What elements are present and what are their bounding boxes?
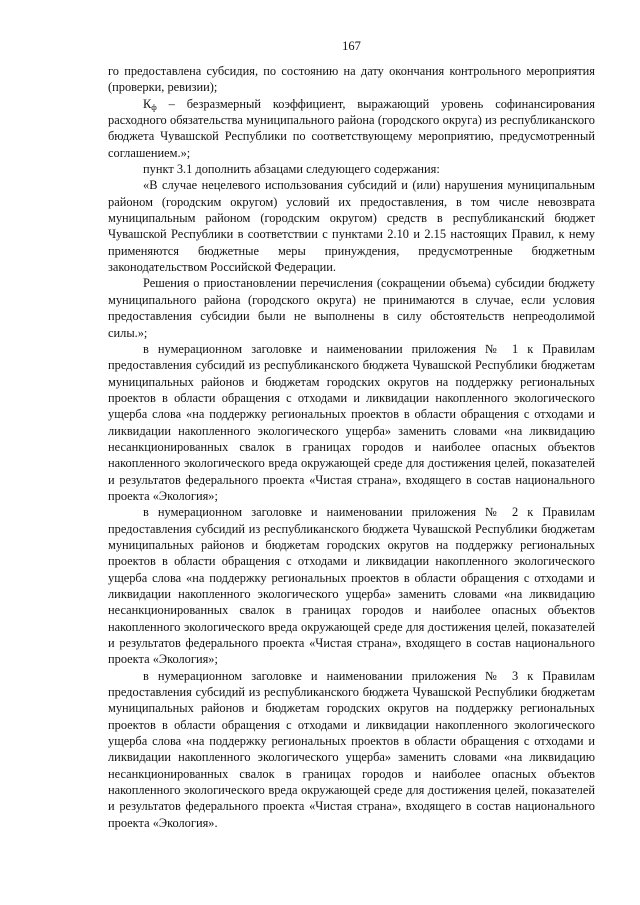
page-number: 167	[342, 39, 361, 53]
coefficient-symbol: $К_ф$	[143, 96, 157, 112]
paragraph-continuation: го предоставлена субсидия, по состоянию на дату окончания контрольного мероприятия (проверки, ревизии);	[108, 64, 595, 95]
document-page	[108, 38, 595, 831]
paragraph-misuse-of-subsidies: «В случае нецелевого использования субсидий и (или) нарушения муниципальным районом (городским округом) условий их предоставления, в том числе невозврата муниципальным районом (городским округом) средств в республиканский бюджет Чувашской Республики в соответствии с пунктами 2.10 и 2.15 настоящих Правил, к нему применяются бюджетные меры принуждения, предусмотренные бюджетным законодательством Российской Федерации.	[108, 178, 595, 275]
paragraph-appendix-3: в нумерационном заголовке и наименовании приложения № 3 к Правилам предоставления субсидий из республиканского бюджета Чувашской Республики бюджетам муниципальных районов и бюджетам городских округов на поддержку региональных проектов в области обращения с отходами и ликвидации накопленного экологического ущерба слова «на поддержку региональных проектов в области обращения с отходами и ликвидации накопленного экологического ущерба» заменить словами «на ликвидацию несанкционированных свалок в границах городов и наиболее опасных объектов накопленного экологического вреда окружающей среде для достижения целей, показателей и результатов федерального проекта «Чистая страна», входящего в состав национального проекта «Экология».	[108, 668, 595, 830]
paragraph-point-3-1: пункт 3.1 дополнить абзацами следующего содержания:	[143, 162, 440, 177]
coefficient-text: – безразмерный коэффициент, выражающий уровень софинансирования расходного обязательства муниципального района (городского округа) из республиканского бюджета Чувашской Республики по соответствующему мероприятию, предусмотренный соглашением.»;	[108, 96, 595, 160]
paragraph-coefficient-definition	[108, 96, 595, 161]
coefficient-subscript: ф	[151, 101, 157, 112]
paragraph-appendix-2: в нумерационном заголовке и наименовании приложения № 2 к Правилам предоставления субсидий из республиканского бюджета Чувашской Республики бюджетам муниципальных районов и бюджетам городских округов на поддержку региональных проектов в области обращения с отходами и ликвидации накопленного экологического ущерба слова «на поддержку региональных проектов в области обращения с отходами и ликвидации накопленного экологического ущерба» заменить словами «на ликвидацию несанкционированных свалок в границах городов и наиболее опасных объектов накопленного экологического вреда окружающей среде для достижения целей, показателей и результатов федерального проекта «Чистая страна», входящего в состав национального проекта «Экология»;	[108, 505, 595, 667]
paragraph-suspension-decisions: Решения о приостановлении перечисления (сокращении объема) субсидии бюджету муниципального района (городского округа) не принимаются в случае, если условия предоставления субсидии были не выполнены в силу обстоятельств непреодолимой силы.»;	[108, 276, 595, 340]
paragraph-appendix-1: в нумерационном заголовке и наименовании приложения № 1 к Правилам предоставления субсидий из республиканского бюджета Чувашской Республики бюджетам муниципальных районов и бюджетам городских округов на поддержку региональных проектов в области обращения с отходами и ликвидации накопленного экологического ущерба слова «на поддержку региональных проектов в области обращения с отходами и ликвидации накопленного экологического ущерба» заменить словами «на ликвидацию несанкционированных свалок в границах городов и наиболее опасных объектов накопленного экологического вреда окружающей среде для достижения целей, показателей и результатов федерального проекта «Чистая страна», входящего в состав национального проекта «Экология»;	[108, 341, 595, 503]
